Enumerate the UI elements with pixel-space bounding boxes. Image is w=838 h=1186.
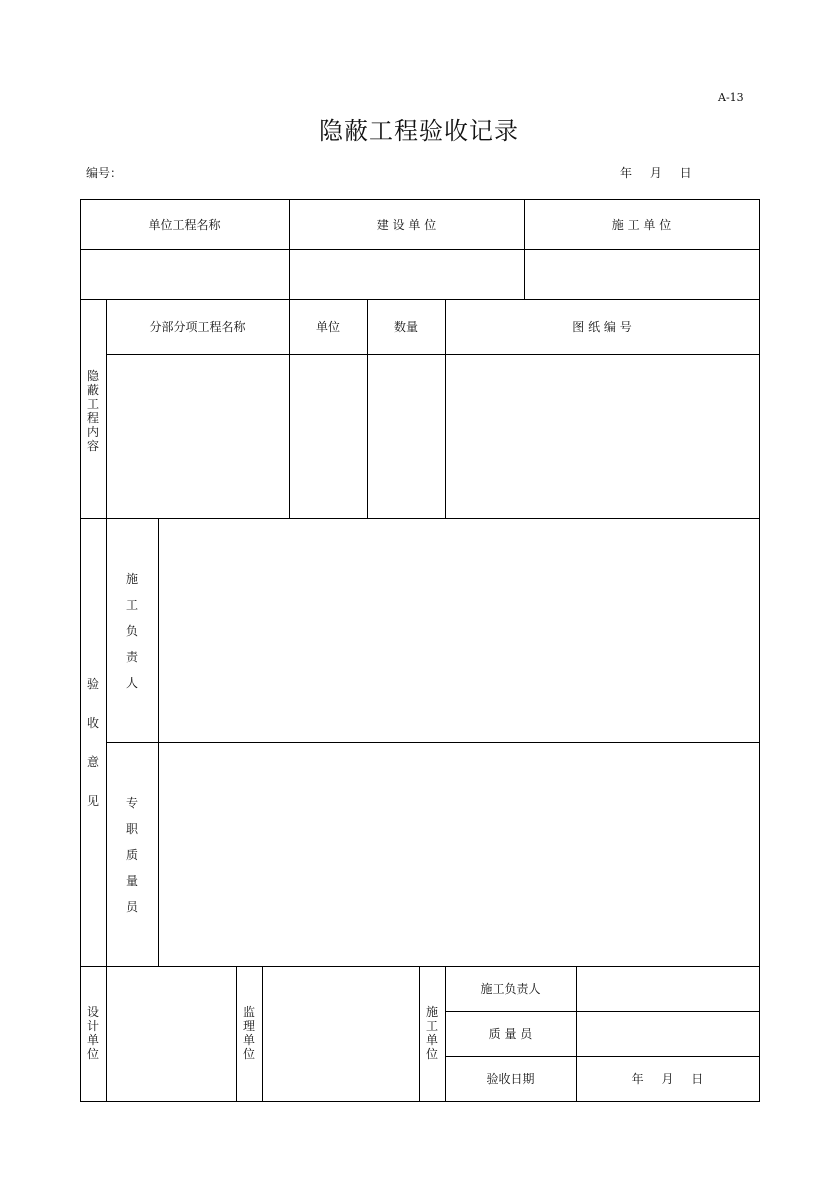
acceptance-opinion-label: 验 收 意 见 [86, 677, 99, 808]
acceptance-date-value[interactable]: 年 月 日 [631, 1072, 704, 1086]
contractor-header: 施 工 单 位 [611, 217, 672, 232]
number-label: 编号： [86, 166, 123, 180]
form-code: A-13 [718, 91, 744, 104]
owner-field[interactable] [289, 249, 524, 299]
supervision-unit-label: 监 理 单 位 [242, 1005, 255, 1061]
inspector-signature-field[interactable] [576, 1011, 759, 1056]
project-name-field[interactable] [80, 249, 289, 299]
unit-header: 单位 [315, 320, 340, 334]
grid-line [80, 1101, 760, 1102]
acceptance-date-label: 验收日期 [486, 1072, 535, 1086]
lead-label: 施工负责人 [480, 982, 541, 996]
design-unit-field[interactable] [106, 966, 236, 1101]
supervision-unit-field[interactable] [262, 966, 419, 1101]
grid-line [759, 199, 760, 1101]
sub-project-field[interactable] [106, 354, 289, 518]
project-name-header: 单位工程名称 [148, 217, 221, 232]
grid-line [80, 199, 81, 1101]
contractor-field[interactable] [524, 249, 759, 299]
construction-unit-label: 施 工 单 位 [425, 1005, 438, 1061]
quality-inspector-label: 专 职 质 量 员 [125, 796, 138, 914]
lead-signature-field[interactable] [576, 966, 759, 1011]
hidden-work-content-label: 隐 蔽 工 程 内 容 [86, 369, 99, 453]
sub-project-header: 分部分项工程名称 [149, 320, 246, 334]
unit-field[interactable] [289, 354, 367, 518]
quality-inspector-opinion-field[interactable] [158, 742, 759, 966]
construction-lead-label: 施 工 负 责 人 [125, 572, 138, 690]
header-date: 年 月 日 [620, 166, 692, 180]
owner-header: 建 设 单 位 [376, 217, 437, 232]
drawing-no-field[interactable] [445, 354, 759, 518]
construction-lead-opinion-field[interactable] [158, 518, 759, 742]
page-title: 隐蔽工程验收记录 [319, 117, 519, 145]
design-unit-label: 设 计 单 位 [86, 1005, 99, 1061]
quantity-field[interactable] [367, 354, 445, 518]
drawing-no-header: 图 纸 编 号 [572, 320, 632, 334]
quantity-header: 数量 [393, 320, 418, 334]
inspector-label: 质 量 员 [488, 1027, 533, 1041]
